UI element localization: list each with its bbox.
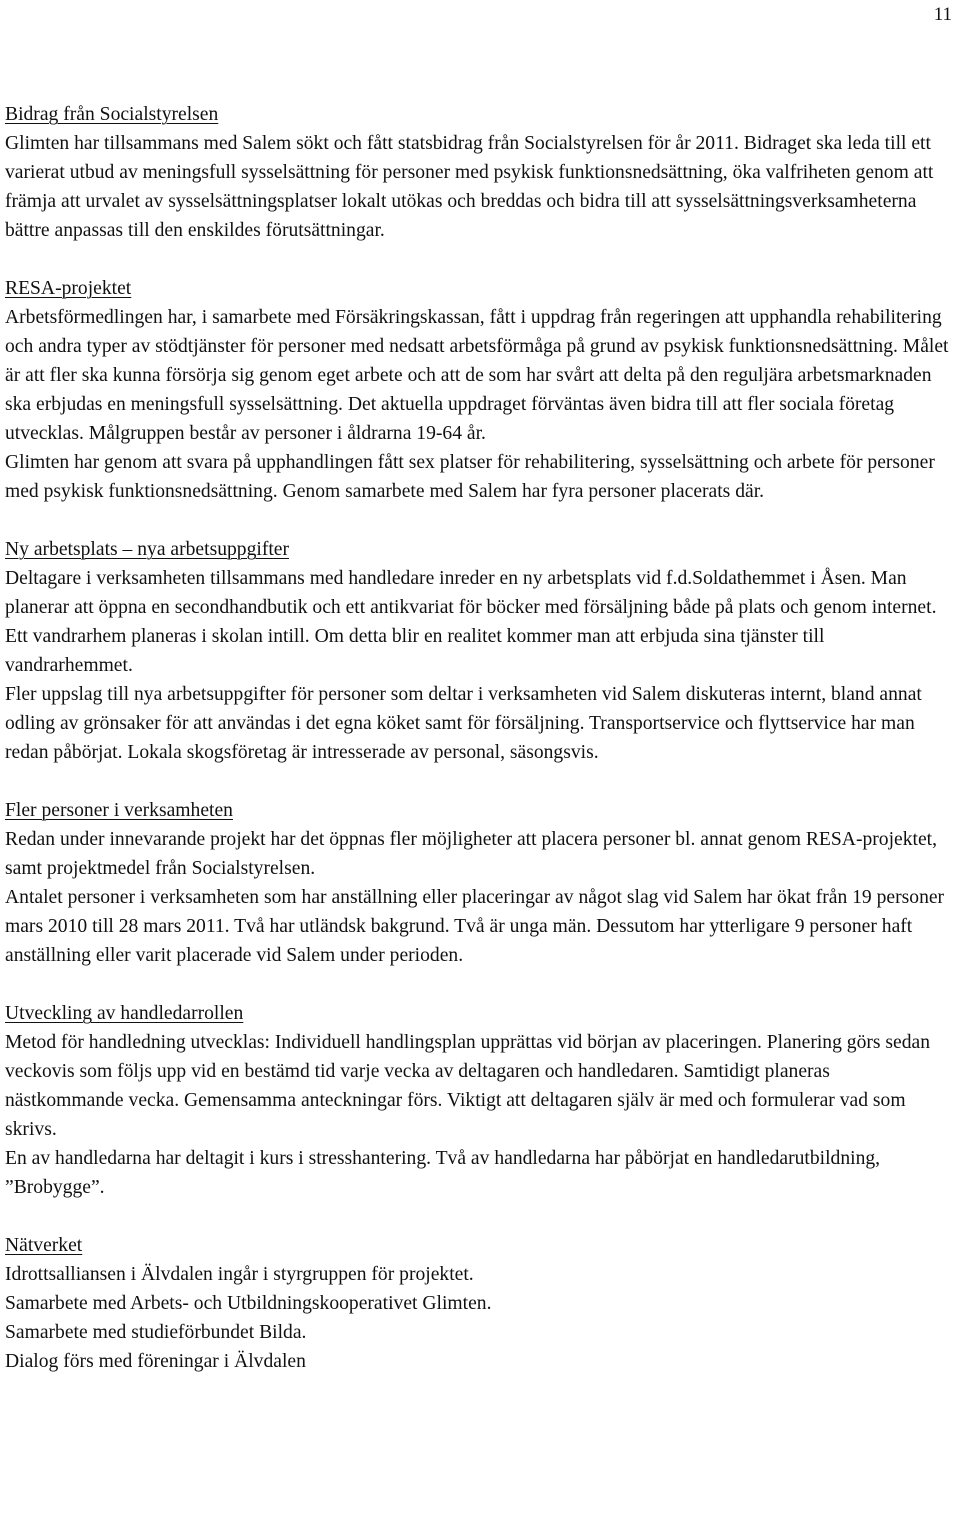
section-natverket	[5, 1231, 950, 1376]
paragraph: Redan under innevarande projekt har det öppnas fler möjligheter att placera personer bl. annat genom RESA-projektet, samt projektmedel från Socialstyrelsen.	[5, 829, 938, 879]
section-heading: Utveckling av handledarrollen	[5, 1003, 244, 1024]
section-bidrag	[5, 100, 950, 245]
section-heading: RESA-projektet	[5, 278, 132, 299]
network-line: Samarbete med studieförbundet Bilda.	[5, 1322, 307, 1343]
paragraph: En av handledarna har deltagit i kurs i stresshantering. Två av handledarna har påbörjat en handledarutbildning, ”Brobygge”.	[5, 1148, 881, 1198]
section-fler-personer	[5, 796, 950, 970]
paragraph: Fler uppslag till nya arbetsuppgifter för personer som deltar i verksamheten vid Salem diskuteras internt, bland annat odling av grönsaker för att användas i det egna köket samt för försäljning. Transportservice och flyttservice har man redan påbörjat. Lokala skogsföretag är intresserade av personal, säsongsvis.	[5, 684, 922, 763]
section-heading: Ny arbetsplats – nya arbetsuppgifter	[5, 539, 290, 560]
paragraph: Glimten har genom att svara på upphandlingen fått sex platser för rehabilitering, sysselsättning och arbete för personer med psykisk funktionsnedsättning. Genom samarbete med Salem har fyra personer placerats där.	[5, 452, 935, 502]
section-heading: Fler personer i verksamheten	[5, 800, 233, 821]
network-line: Dialog förs med föreningar i Älvdalen	[5, 1351, 306, 1372]
page-number: 11	[933, 4, 952, 25]
section-ny-arbetsplats	[5, 535, 950, 767]
document-body	[5, 100, 950, 1405]
paragraph: Metod för handledning utvecklas: Individuell handlingsplan upprättas vid början av placeringen. Planering görs sedan veckovis som följs upp vid en bestämd tid varje vecka av deltagaren och handledaren. Samtidigt planeras nästkommande vecka. Gemensamma anteckningar förs. Viktigt att deltagaren själv är med och formulerar vad som skrivs.	[5, 1032, 931, 1140]
paragraph: Glimten har tillsammans med Salem sökt och fått statsbidrag från Socialstyrelsen för år 2011. Bidraget ska leda till ett varierat utbud av meningsfull sysselsättning för personer med psykisk funktionsnedsättning, öka valfriheten genom att främja att urvalet av sysselsättningsplatser lokalt utökas och breddas och bidra till att sysselsättningsverksamheterna bättre anpassas till den enskildes förutsättningar.	[5, 133, 934, 241]
paragraph: Antalet personer i verksamheten som har anställning eller placeringar av något slag vid Salem har ökat från 19 personer mars 2010 till 28 mars 2011. Två har utländsk bakgrund. Två är unga män. Dessutom har ytterligare 9 personer haft anställning eller varit placerade vid Salem under perioden.	[5, 887, 945, 966]
network-line: Idrottsalliansen i Älvdalen ingår i styrgruppen för projektet.	[5, 1264, 474, 1285]
network-line: Samarbete med Arbets- och Utbildningskooperativet Glimten.	[5, 1293, 492, 1314]
section-heading: Bidrag från Socialstyrelsen	[5, 104, 219, 125]
paragraph: Deltagare i verksamheten tillsammans med handledare inreder en ny arbetsplats vid f.d.Soldathemmet i Åsen. Man planerar att öppna en secondhandbutik och ett antikvariat för böcker med försäljning både på plats och genom internet. Ett vandrarhem planeras i skolan intill. Om detta blir en realitet kommer man att erbjuda sina tjänster till vandrarhemmet.	[5, 568, 937, 676]
section-handledarrollen	[5, 999, 950, 1202]
paragraph: Arbetsförmedlingen har, i samarbete med Försäkringskassan, fått i uppdrag från regeringen att upphandla rehabilitering och andra typer av stödtjänster för personer med nedsatt arbetsförmåga på grund av psykisk funktionsnedsättning. Målet är att fler ska kunna försörja sig genom eget arbete och att de som har svårt att delta på den reguljära arbetsmarknaden ska erbjudas en meningsfull sysselsättning. Det aktuella uppdraget förväntas även bidra till att fler sociala företag utvecklas. Målgruppen består av personer i åldrarna 19-64 år.	[5, 307, 949, 444]
section-heading: Nätverket	[5, 1235, 83, 1256]
section-resa	[5, 274, 950, 506]
